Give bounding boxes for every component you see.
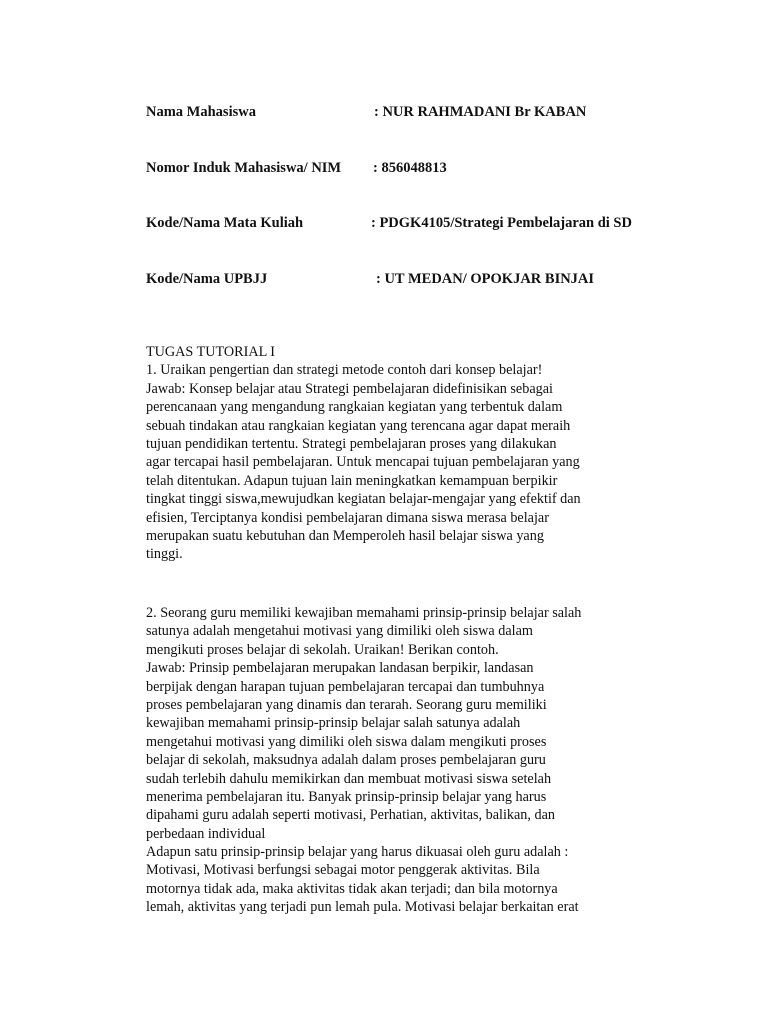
course-label: Kode/Nama Mata Kuliah xyxy=(146,215,304,231)
answer-2-line: proses pembelajaran yang dinamis dan terarah. Seorang guru memiliki xyxy=(146,696,547,713)
question-1-section xyxy=(146,343,636,564)
answer-2-line: belajar di sekolah, maksudnya adalah dalam proses pembelajaran guru xyxy=(146,752,546,769)
upbjj-value: : UT MEDAN/ OPOKJAR BINJAI xyxy=(376,271,595,287)
answer-2-line: mengetahui motivasi yang dimiliki oleh siswa dalam mengikuti proses xyxy=(146,733,547,750)
answer-1-line: tujuan pendidikan tertentu. Strategi pembelajaran proses yang dilakukan xyxy=(146,435,557,452)
answer-2-line: kewajiban memahami prinsip-prinsip belajar salah satunya adalah xyxy=(146,715,521,732)
answer-1-line: perencanaan yang mengandung rangkaian kegiatan yang terbentuk dalam xyxy=(146,399,563,416)
question-2-line: satunya adalah mengetahui motivasi yang dimiliki oleh siswa dalam xyxy=(146,623,533,640)
question-2-line: mengikuti proses belajar di sekolah. Uraikan! Berikan contoh. xyxy=(146,641,499,658)
answer-2-line: sudah terlebih dahulu memikirkan dan membuat motivasi siswa setelah xyxy=(146,770,552,787)
answer-2-line: berpijak dengan harapan tujuan pembelajaran tercapai dan tumbuhnya xyxy=(146,678,545,695)
answer-1-line: agar tercapai hasil pembelajaran. Untuk mencapai tujuan pembelajaran yang xyxy=(146,454,580,471)
student-name-value: : NUR RAHMADANI Br KABAN xyxy=(374,104,587,120)
answer-2-line: Jawab: Prinsip pembelajaran merupakan landasan berpikir, landasan xyxy=(146,660,534,677)
answer-2-line: menerima pembelajaran itu. Banyak prinsip-prinsip belajar yang harus xyxy=(146,788,547,805)
answer-1-line: telah ditentukan. Adapun tujuan lain meningkatkan kemampuan berpikir xyxy=(146,472,558,489)
question-2-section xyxy=(146,604,636,917)
answer-1-line: tinggi. xyxy=(146,546,183,563)
answer-2-line: lemah, aktivitas yang terjadi pun lemah pula. Motivasi belajar berkaitan erat xyxy=(146,899,579,916)
answer-2-line: motornya tidak ada, maka aktivitas tidak akan terjadi; dan bila motornya xyxy=(146,880,558,897)
course-value: : PDGK4105/Strategi Pembelajaran di SD xyxy=(371,215,632,231)
student-name-label: Nama Mahasiswa xyxy=(146,104,256,120)
answer-2-line: dipahami guru adalah seperti motivasi, Perhatian, aktivitas, balikan, dan xyxy=(146,807,555,824)
answer-1-line: efisien, Terciptanya kondisi pembelajaran dimana siswa merasa belajar xyxy=(146,509,549,526)
answer-2-line: perbedaan individual xyxy=(146,825,266,842)
student-id-value: : 856048813 xyxy=(373,160,447,176)
answer-1-line: sebuah tindakan atau rangkaian kegiatan yang terencana agar dapat meraih xyxy=(146,417,571,434)
question-1-text: 1. Uraikan pengertian dan strategi metode contoh dari konsep belajar! xyxy=(146,362,543,379)
question-2-line: 2. Seorang guru memiliki kewajiban memahami prinsip-prinsip belajar salah xyxy=(146,605,582,621)
upbjj-label: Kode/Nama UPBJJ xyxy=(146,271,268,287)
student-id-label: Nomor Induk Mahasiswa/ NIM xyxy=(146,160,342,176)
assignment-title: TUGAS TUTORIAL I xyxy=(146,344,275,360)
answer-1-line: tingkat tinggi siswa,mewujudkan kegiatan belajar-mengajar yang efektif dan xyxy=(146,491,581,508)
answer-1-line: merupakan suatu kebutuhan dan Memperoleh hasil belajar siswa yang xyxy=(146,527,544,544)
answer-1-line: Jawab: Konsep belajar atau Strategi pembelajaran didefinisikan sebagai xyxy=(146,380,553,397)
answer-2-line: Motivasi, Motivasi berfungsi sebagai motor penggerak aktivitas. Bila xyxy=(146,862,540,879)
answer-2-line: Adapun satu prinsip-prinsip belajar yang harus dikuasai oleh guru adalah : xyxy=(146,844,569,861)
